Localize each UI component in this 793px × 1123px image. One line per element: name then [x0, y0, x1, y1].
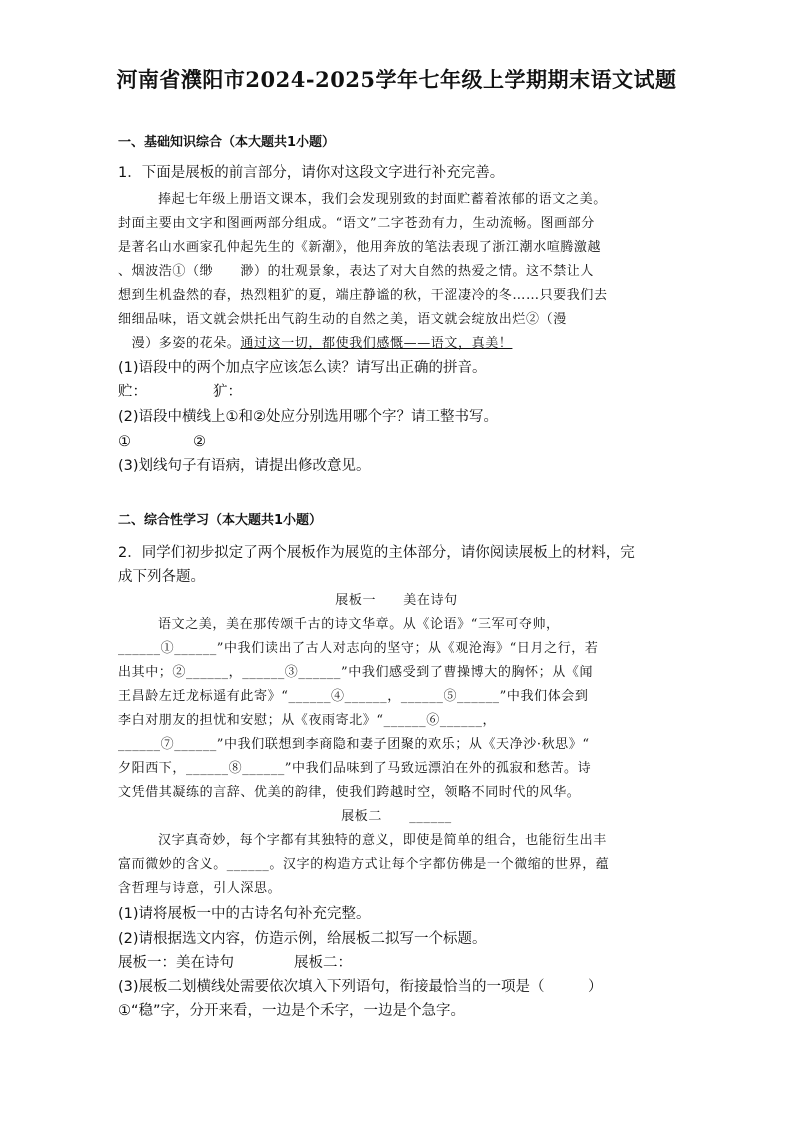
subquestion-2-2: (2)请根据选文内容，仿造示例，给展板二拟写一个标题。 [118, 931, 487, 947]
board-1-line: ______⑦______”中我们联想到李商隐和妻子团聚的欢乐；从《天净沙·秋思》“ [118, 737, 590, 752]
board-1-line: 语文之美，美在那传颂千古的诗文华章。从《论语》“三军可夺帅， [158, 617, 560, 632]
answer-blank[interactable]: ② [193, 434, 206, 450]
section-heading-1: 一、基础知识综合（本大题共1小题） [118, 135, 336, 150]
passage-line: 封面主要由文字和图画两部分组成。“语文”二字苍劲有力，生动流畅。图画部分 [118, 216, 595, 231]
answer-blank[interactable]: 犷： [213, 384, 242, 400]
underlined-sentence: 通过这一切，都使我们感慨——语文，真美！ [240, 336, 513, 351]
page-title: 河南省濮阳市2024-2025学年七年级上学期期末语文试题 [116, 67, 677, 92]
passage-text: 漫）多姿的花朵。 [118, 336, 241, 351]
passage-line: 是著名山水画家孔仲起先生的《新潮》，他用奔放的笔法表现了浙江潮水喧腾激越 [118, 240, 602, 255]
answer-blank[interactable]: 贮： [118, 384, 147, 400]
passage-line: 、烟波浩①（缈 渺）的壮观景象，表达了对大自然的热爱之情。这不禁让人 [118, 264, 595, 279]
answer-blank[interactable]: 展板二： [294, 955, 352, 971]
board-1-line: 夕阳西下，______⑧______”中我们品味到了马致远漂泊在外的孤寂和愁苦。诗 [118, 761, 592, 776]
board-1-title: 展板一 美在诗句 [335, 593, 458, 608]
board-1-line: 王昌龄左迁龙标遥有此寄》“______④______，______⑤______”中我们体会到 [118, 689, 589, 704]
board-2-line: 含哲理与诗意，引人深思。 [118, 881, 282, 896]
question-1-prompt: 1．下面是展板的前言部分，请你对这段文字进行补充完善。 [118, 165, 505, 181]
answer-blank-row [118, 432, 206, 452]
subquestion-1-3: (3)划线句子有语病，请提出修改意见。 [118, 458, 371, 474]
board-1-line: 文凭借其凝练的言辞、优美的韵律，使我们跨越时空，领略不同时代的风华。 [118, 785, 581, 800]
board-2-line: 富而微妙的含义。______。汉字的构造方式让每个字都仿佛是一个微缩的世界，蕴 [118, 857, 610, 872]
example-board-1: 展板一：美在诗句 [118, 955, 234, 971]
question-2-prompt: 成下列各题。 [118, 569, 205, 585]
passage-line: 想到生机盎然的春，热烈粗犷的夏，端庄静谧的秋，干涩凄冷的冬……只要我们去 [118, 288, 608, 303]
subquestion-2-3: (3)展板二划横线处需要依次填入下列语句，衔接最恰当的一项是（ ） [118, 979, 603, 995]
passage-line: 细细品味，语文就会烘托出气韵生动的自然之美，语文就会绽放出烂②（漫 [118, 312, 567, 327]
board-1-line: 李白对朋友的担忧和安慰；从《夜雨寄北》“______⑥______， [118, 713, 497, 728]
board-2-line: 汉字真奇妙，每个字都有其独特的意义，即使是简单的组合，也能衍生出丰 [158, 833, 607, 848]
subquestion-1-2: (2)语段中横线上①和②处应分别选用哪个字？请工整书写。 [118, 409, 499, 425]
answer-blank-row [118, 382, 242, 402]
passage-line-last [118, 334, 512, 354]
subquestion-1-1: (1)语段中的两个加点字应该怎么读？请写出正确的拼音。 [118, 360, 487, 376]
example-row [118, 953, 352, 973]
option-1: ①“稳”字，分开来看，一边是个禾字，一边是个急字。 [118, 1003, 466, 1019]
question-2-prompt: 2．同学们初步拟定了两个展板作为展览的主体部分，请你阅读展板上的材料，完 [118, 545, 635, 561]
board-1-line: ______①______”中我们读出了古人对志向的坚守；从《观沧海》“日月之行，若 [118, 641, 599, 656]
board-2-title: 展板二 ______ [341, 809, 452, 824]
subquestion-2-1: (1)请将展板一中的古诗名句补充完整。 [118, 906, 371, 922]
answer-blank[interactable]: ① [118, 434, 131, 450]
passage-line: 捧起七年级上册语文课本，我们会发现别致的封面贮蓄着浓郁的语文之美。 [158, 192, 607, 207]
section-heading-2: 二、综合性学习（本大题共1小题） [118, 513, 323, 528]
board-1-line: 出其中；②______，______③______”中我们感受到了曹操博大的胸怀；从《闻 [118, 665, 594, 680]
